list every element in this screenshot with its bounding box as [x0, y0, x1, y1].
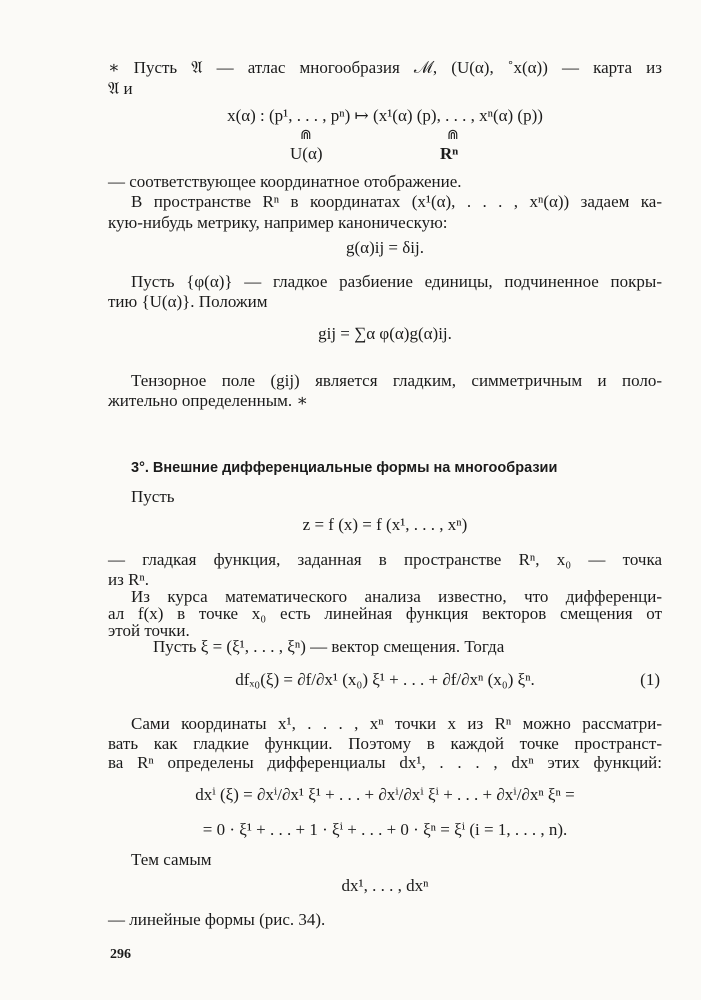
equation-codomain-label: Rⁿ	[440, 144, 459, 163]
text-line: 𝔄 и	[108, 79, 133, 98]
equation-differential-list: dx¹, . . . , dxⁿ	[341, 876, 429, 895]
equation-canonical-metric: g(α)ij = δij.	[346, 238, 424, 257]
text-line: тию {U(α)}. Положим	[108, 292, 268, 311]
equation-metric-sum: gij = ∑α φ(α)g(α)ij.	[318, 324, 452, 343]
text-line: этой точки.	[108, 621, 190, 640]
text-line: Тензорное поле (gij) является гладким, симметричным и поло-	[131, 371, 662, 390]
equation-function: z = f (x) = f (x¹, . . . , xⁿ)	[302, 515, 468, 534]
text-line: Пусть ξ = (ξ¹, . . . , ξⁿ) — вектор смещения. Тогда	[153, 637, 505, 656]
text-line: — линейные формы (рис. 34).	[108, 910, 326, 929]
text-line: — гладкая функция, заданная в пространстве Rⁿ, x₀ — точка	[108, 550, 662, 569]
text-line: ал f(x) в точке x₀ есть линейная функция векторов смещения от	[108, 604, 662, 623]
text-line: — соответствующее координатное отображение.	[108, 172, 462, 191]
text-line: вать как гладкие функции. Поэтому в каждой точке пространст-	[108, 734, 662, 753]
text-line: Сами координаты x¹, . . . , xⁿ точки x из Rⁿ можно рассматри-	[131, 714, 662, 733]
text-line: ∗ Пусть 𝔄 — атлас многообразия ℳ, (U(α), ˚x(α)) — карта из	[108, 58, 662, 77]
text-line: Пусть {φ(α)} — гладкое разбиение единицы, подчиненное покры-	[131, 272, 662, 291]
equation-domain-label: U(α)	[290, 144, 323, 163]
text-line: Тем самым	[131, 850, 212, 869]
text-line: В пространстве Rⁿ в координатах (x¹(α), . . . , xⁿ(α)) задаем ка-	[131, 192, 662, 211]
equation-coordinate-differential: dxⁱ (ξ) = ∂xⁱ/∂x¹ ξ¹ + . . . + ∂xⁱ/∂xⁱ ξⁱ + . . . + ∂xⁱ/∂xⁿ ξⁿ =	[195, 785, 575, 804]
equation-coordinate-differential-result: = 0 · ξ¹ + . . . + 1 · ξⁱ + . . . + 0 · ξⁿ = ξⁱ (i = 1, . . . , n).	[202, 820, 568, 839]
equation-coordinate-map: x(α) : (p¹, . . . , pⁿ) ↦ (x¹(α) (p), . . . , xⁿ(α) (p))	[227, 106, 543, 125]
text-line: Из курса математического анализа известно, что дифференци-	[131, 587, 662, 606]
text-line: ва Rⁿ определены дифференциалы dx¹, . . . , dxⁿ этих функций:	[108, 753, 662, 772]
text-line: кую-нибудь метрику, например каноническую:	[108, 213, 448, 232]
text-line: жительно определенным. ∗	[108, 391, 308, 410]
text-line: из Rⁿ.	[108, 570, 150, 589]
equation-differential: dfₓ₀(ξ) = ∂f/∂x¹ (x₀) ξ¹ + . . . + ∂f/∂xⁿ (x₀) ξⁿ.	[235, 670, 535, 689]
section-heading: 3°. Внешние дифференциальные формы на многообразии	[131, 460, 558, 476]
subset-symbol-left: ⋒	[300, 128, 312, 143]
text-line: Пусть	[131, 487, 175, 506]
equation-number: (1)	[640, 670, 660, 689]
page-number: 296	[110, 947, 131, 962]
subset-symbol-right: ⋒	[447, 128, 459, 143]
